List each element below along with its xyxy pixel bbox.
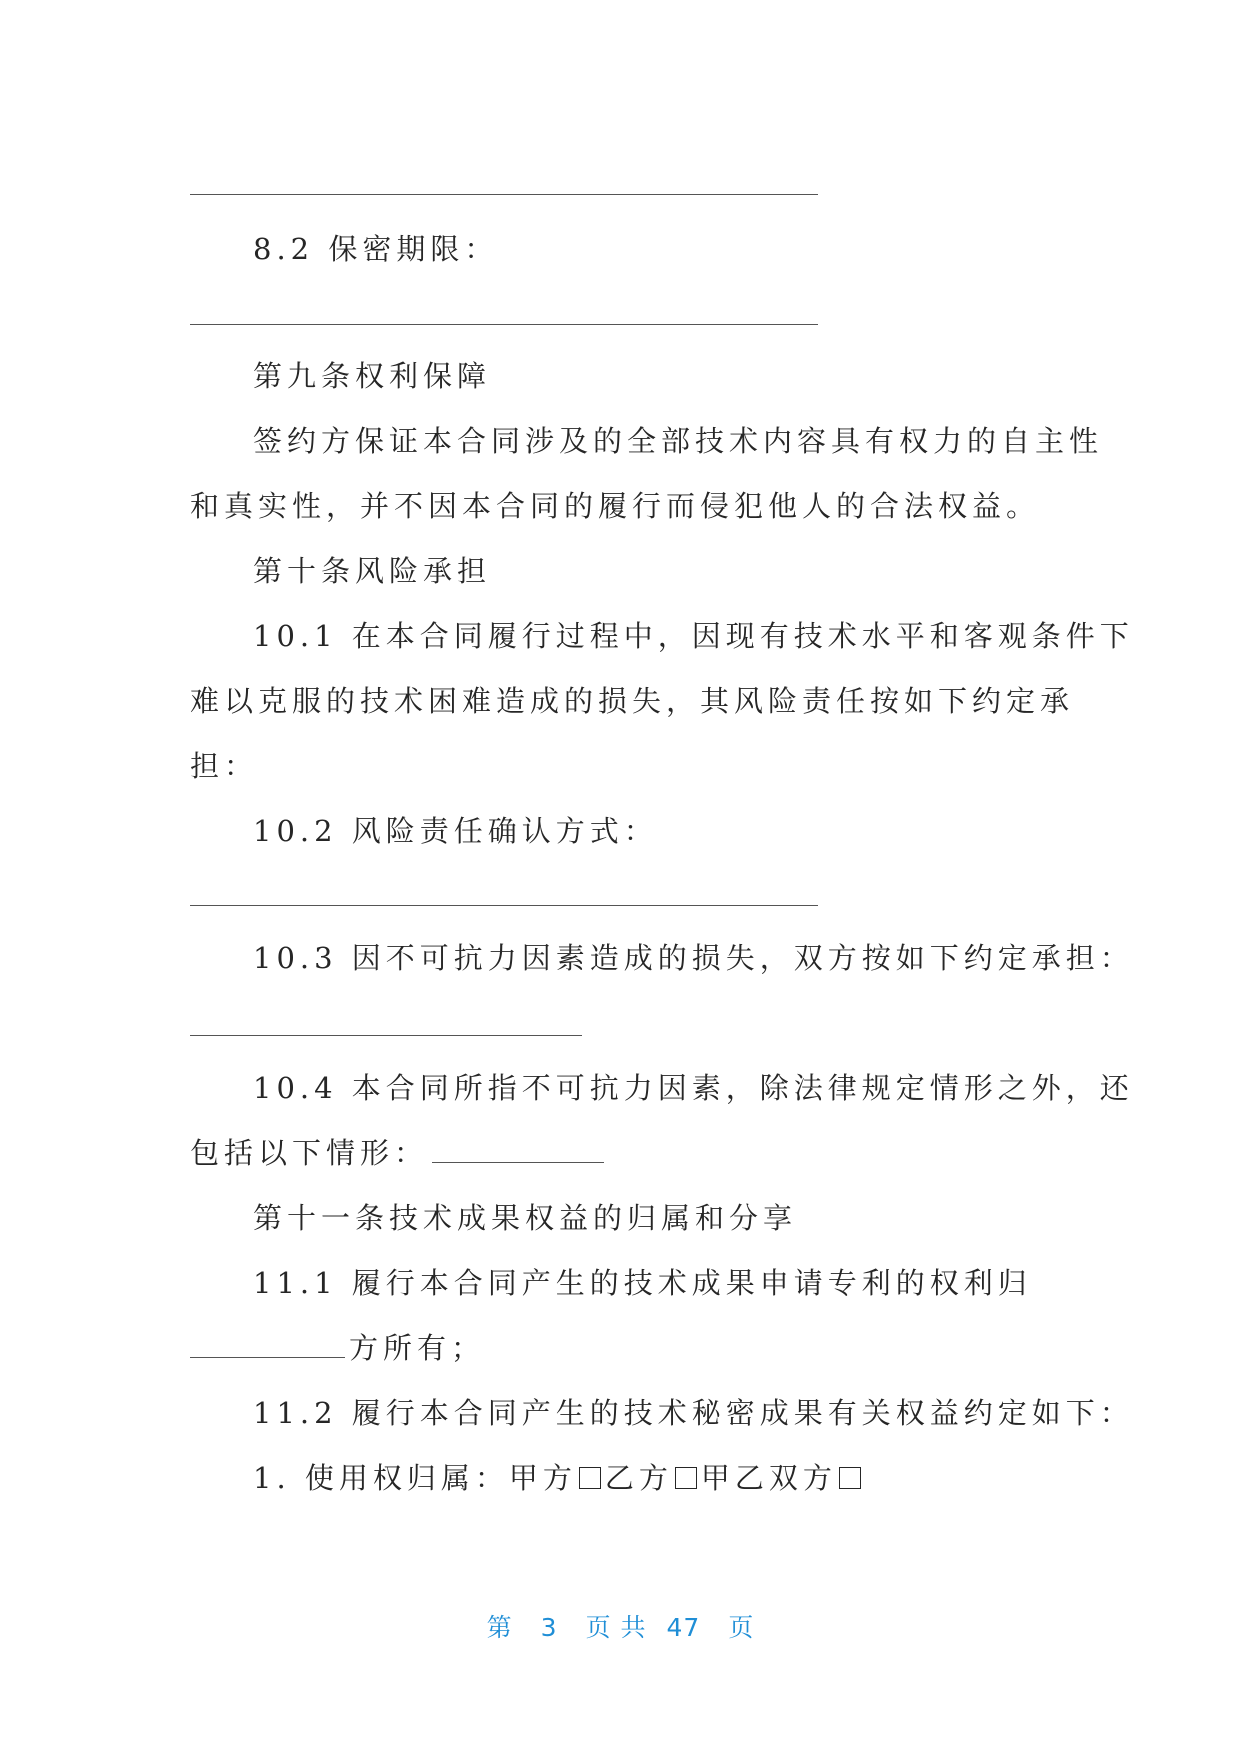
total-page-count: 47 (666, 1613, 701, 1642)
usage-rights-label: 1. 使用权归属： (253, 1461, 509, 1495)
option-party-b-label: 乙方 (604, 1461, 673, 1495)
footer-suffix: 页 (728, 1613, 755, 1642)
footer-middle: 页 共 (585, 1613, 647, 1642)
blank-line (190, 194, 818, 195)
clause-10-4-line-1: 10.4 本合同所指不可抗力因素，除法律规定情形之外，还 (253, 1071, 1134, 1105)
usage-rights-line (253, 1458, 865, 1498)
fill-blank (190, 1329, 345, 1358)
clause-11-2: 11.2 履行本合同产生的技术秘密成果有关权益约定如下： (253, 1396, 1134, 1430)
page-footer (0, 1608, 1241, 1644)
article-9-text-line-2: 和真实性，并不因本合同的履行而侵犯他人的合法权益。 (190, 489, 1041, 523)
clause-10-2: 10.2 风险责任确认方式： (253, 814, 658, 848)
checkbox-party-a[interactable] (579, 1467, 601, 1489)
article-9-heading: 第九条权利保障 (253, 359, 492, 393)
checkbox-party-b[interactable] (675, 1467, 697, 1489)
clause-10-1-line-3: 担： (190, 749, 259, 783)
clause-11-1-line-1: 11.1 履行本合同产生的技术成果申请专利的权利归 (253, 1266, 1032, 1300)
clause-11-1-suffix: 方所有； (349, 1331, 486, 1365)
clause-8-2: 8.2 保密期限： (253, 232, 499, 266)
footer-prefix: 第 (486, 1613, 513, 1642)
clause-10-4-line-2 (190, 1133, 604, 1173)
option-party-a-label: 甲方 (508, 1461, 577, 1495)
fill-blank (432, 1134, 604, 1163)
clause-10-3: 10.3 因不可抗力因素造成的损失，双方按如下约定承担： (253, 941, 1134, 975)
blank-line (190, 905, 818, 906)
current-page-number: 3 (540, 1613, 558, 1642)
blank-line (190, 1035, 582, 1036)
article-10-heading: 第十条风险承担 (253, 554, 492, 588)
checkbox-both-parties[interactable] (839, 1467, 861, 1489)
article-11-heading: 第十一条技术成果权益的归属和分享 (253, 1201, 798, 1235)
blank-line (190, 324, 818, 325)
option-both-parties-label: 甲乙双方 (700, 1461, 837, 1495)
clause-11-1-line-2 (190, 1328, 485, 1368)
article-9-text-line-1: 签约方保证本合同涉及的全部技术内容具有权力的自主性 (253, 424, 1104, 458)
clause-10-1-line-1: 10.1 在本合同履行过程中，因现有技术水平和客观条件下 (253, 619, 1134, 653)
clause-10-4-label: 包括以下情形： (190, 1136, 429, 1170)
clause-10-1-line-2: 难以克服的技术困难造成的损失，其风险责任按如下约定承 (190, 684, 1075, 718)
